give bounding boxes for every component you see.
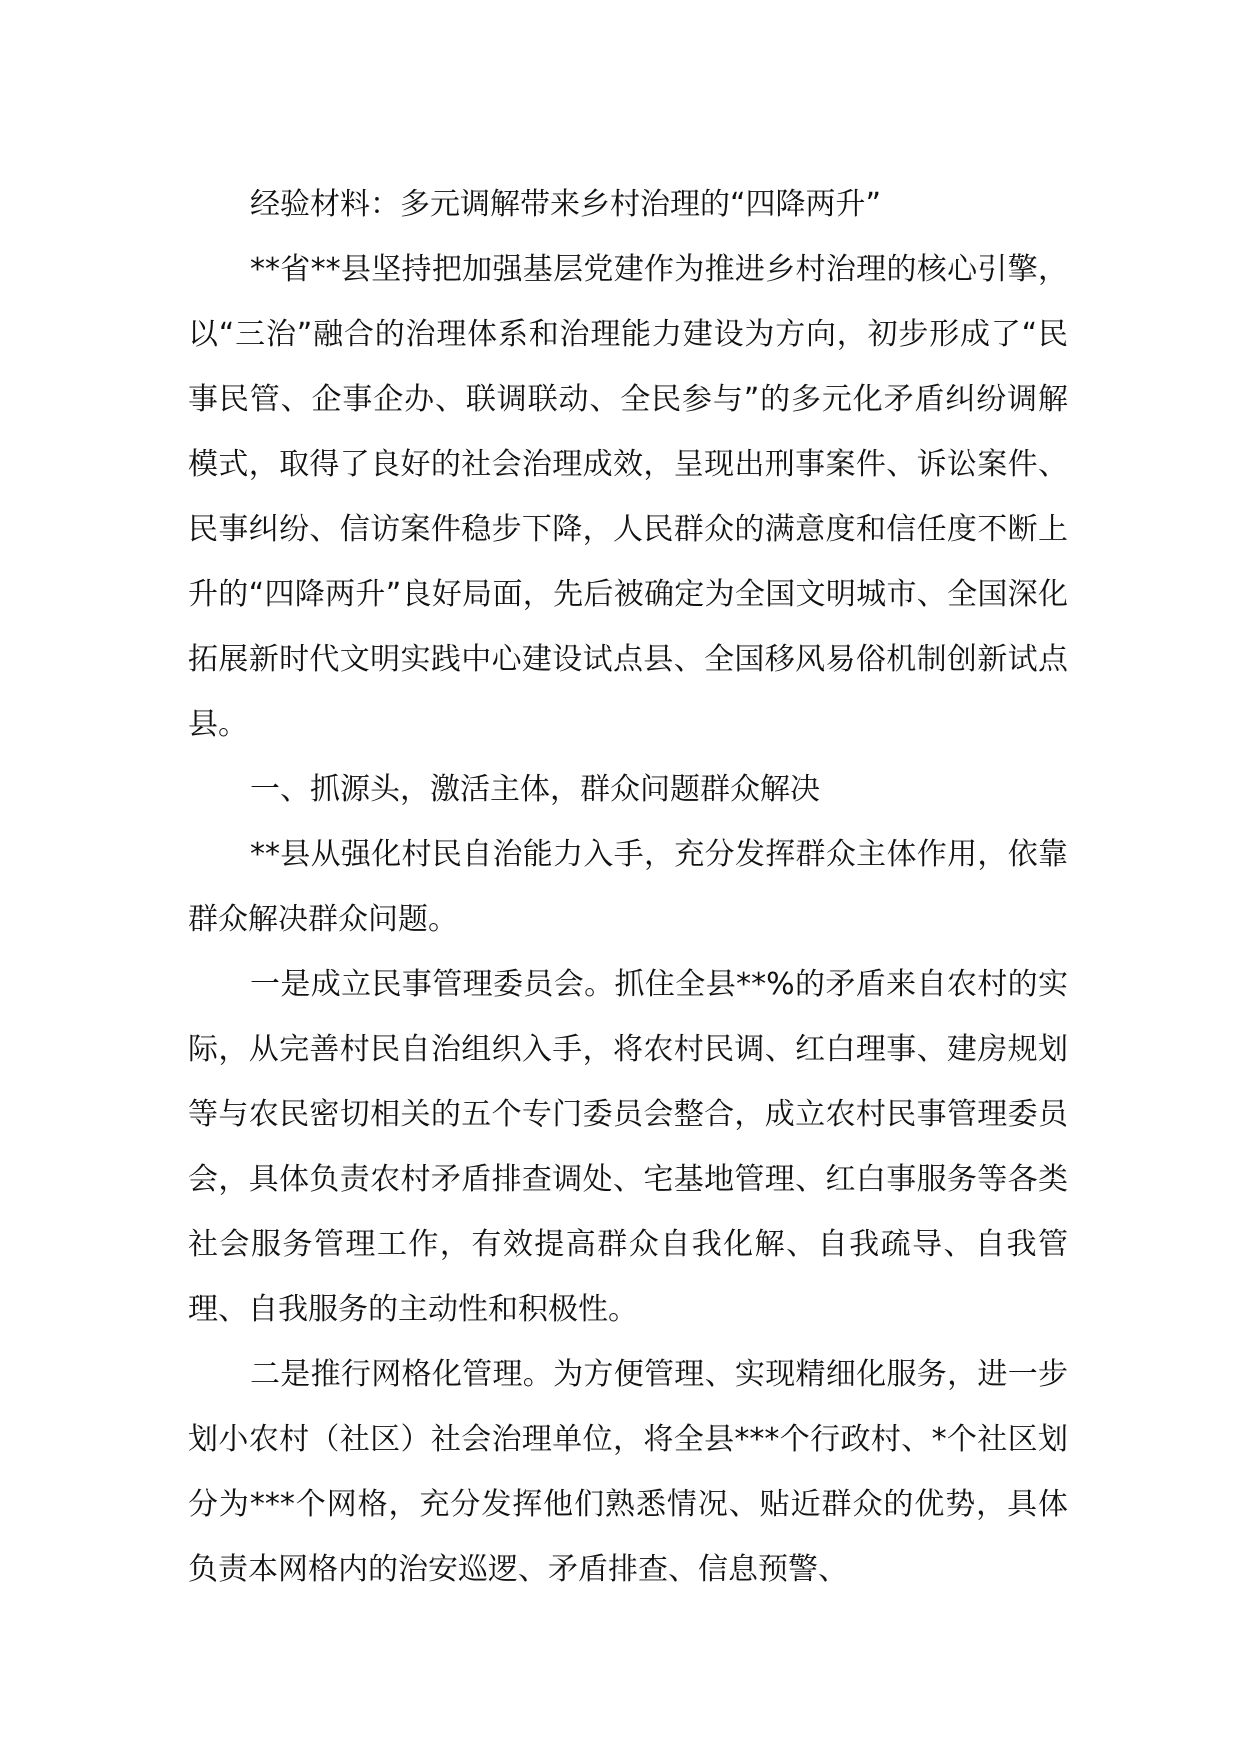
paragraph-point-2: 二是推行网格化管理。为方便管理、实现精细化服务，进一步划小农村（社区）社会治理单位，将全县***个行政村、*个社区划分为***个网格，充分发挥他们熟悉情况、贴近群众的优势，具体负责本网格内的治安巡逻、矛盾排查、信息预警、 — [188, 1357, 1068, 1587]
paragraph-section-1-intro: **县从强化村民自治能力入手，充分发挥群众主体作用，依靠群众解决群众问题。 — [188, 837, 1068, 937]
document-body — [188, 172, 1068, 1602]
paragraph-point-1: 一是成立民事管理委员会。抓住全县**%的矛盾来自农村的实际，从完善村民自治组织入手，将农村民调、红白理事、建房规划等与农民密切相关的五个专门委员会整合，成立农村民事管理委员会，具体负责农村矛盾排查调处、宅基地管理、红白事服务等各类社会服务管理工作，有效提高群众自我化解、自我疏导、自我管理、自我服务的主动性和积极性。 — [188, 967, 1068, 1327]
document-title: 经验材料：多元调解带来乡村治理的“四降两升” — [250, 187, 882, 222]
section-heading-1: 一、抓源头，激活主体，群众问题群众解决 — [250, 772, 820, 807]
paragraph-intro: **省**县坚持把加强基层党建作为推进乡村治理的核心引擎，以“三治”融合的治理体系和治理能力建设为方向，初步形成了“民事民管、企事企办、联调联动、全民参与”的多元化矛盾纠纷调解模式，取得了良好的社会治理成效，呈现出刑事案件、诉讼案件、民事纠纷、信访案件稳步下降，人民群众的满意度和信任度不断上升的“四降两升”良好局面，先后被确定为全国文明城市、全国深化拓展新时代文明实践中心建设试点县、全国移风易俗机制创新试点县。 — [188, 252, 1068, 742]
